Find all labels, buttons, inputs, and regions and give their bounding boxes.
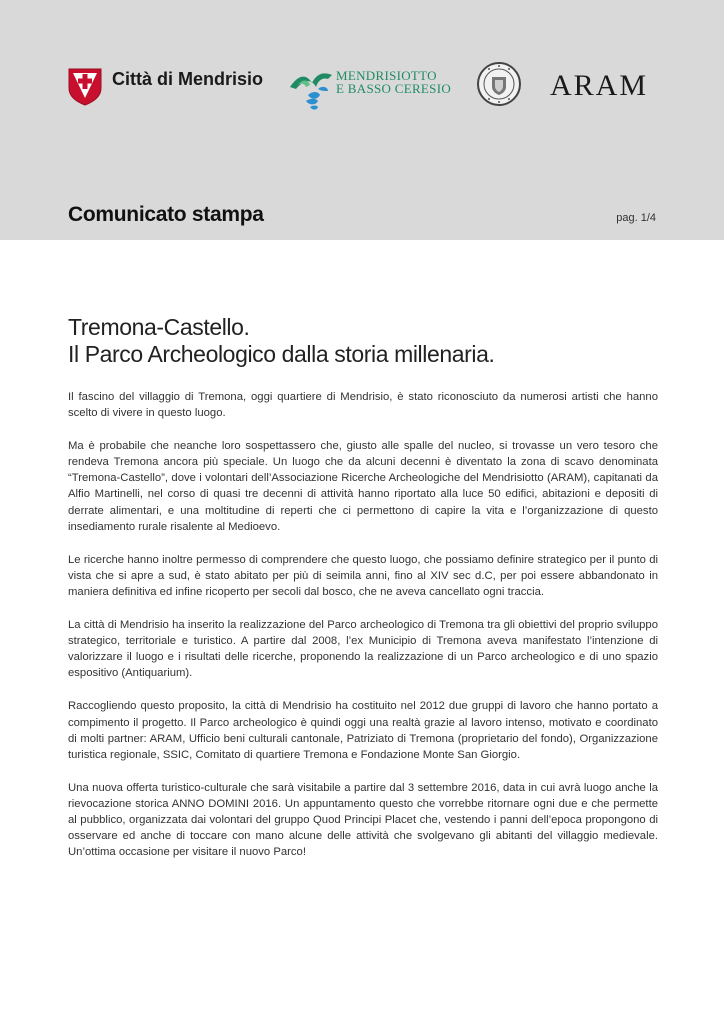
logo-bar [0, 55, 724, 115]
patriziato-seal-icon [476, 61, 522, 107]
mendrisiotto-basso-ceresio-logo [288, 65, 451, 109]
mbc-logo-line2: E BASSO CERESIO [336, 81, 452, 96]
paragraph: Raccogliendo questo proposito, la città di Mendrisio ha costituito nel 2012 due gruppi di lavoro che hanno portato a compimento il progetto. Il Parco archeologico è quindi oggi una realtà grazie al lavoro intenso, motivato e coordinato di molti partner: ARAM, Ufficio beni culturali cantonale, Patriziato di Tremona (proprietario del fondo), Organizzazione turistica regionale, SSIC, Comitato di quartiere Tremona e Fondazione Monte San Giorgio. [68, 700, 658, 761]
mbc-wave-icon [288, 65, 338, 113]
paragraph: Il fascino del villaggio di Tremona, oggi quartiere di Mendrisio, è stato riconosciuto da numerosi artisti che hanno scelto di vivere in questo luogo. [68, 391, 658, 420]
aram-logo: ARAM [550, 69, 649, 102]
paragraph: La città di Mendrisio ha inserito la realizzazione del Parco archeologico di Tremona tra gli obiettivi del proprio sviluppo strategico, territoriale e turistico. A partire dal 2008, l’ex Municipio di Tremona aveva manifestato l’intenzione di valorizzare il luogo e i risultati delle ricerche, proponendo la realizzazione di un Parco archeologico e di uno spazio espositivo (Antiquarium). [68, 619, 658, 680]
mbc-logo-text [336, 69, 451, 95]
page-number: pag. 1/4 [616, 212, 656, 224]
paragraph: Le ricerche hanno inoltre permesso di comprendere che questo luogo, che possiamo definire strategico per il punto di vista che si apre a sud, è stato abitato per più di seimila anni, fino al XIV sec d.C, per poi essere abbandonato in maniera definitiva ed infine ricoperto per secoli dal bosco, che ne aveva cancellato ogni traccia. [68, 553, 658, 598]
headline-line-1: Tremona-Castello. [68, 314, 250, 340]
mendrisio-logo-name: Città di Mendrisio [112, 68, 264, 89]
document-title: Comunicato stampa [68, 203, 264, 226]
headline [68, 314, 658, 368]
paragraph: Una nuova offerta turistico-culturale che sarà visitabile a partire dal 3 settembre 2016, data in cui avrà luogo anche la rievocazione storica ANNO DOMINI 2016. Un appuntamento questo che vorrebbe ritornare ogni due e che permette al pubblico, organizzata dai volontari del gruppo Quod Principi Placet che, vestendo i panni dell’epoca propongono di osservare ed anche di toccare con mano alcune delle attività che svolgevano gli abitanti del villaggio medievale. Un’ottima occasione per visitare il nuovo Parco! [68, 781, 658, 859]
mbc-logo-line1: MENDRISIOTTO [336, 68, 437, 83]
paragraph: Ma è probabile che neanche loro sospettassero che, giusto alle spalle del nucleo, si trovasse un vero tesoro che rendeva Tremona ancora più speciale. Un luogo che da alcuni decenni è diventato la zona di scavo denominata “Tremona-Castello”, dove i volontari dell’Associazione Ricerche Archeologiche del Mendrisiotto (ARAM), capitanati da Alfio Martinelli, nel corso di quasi tre decenni di attività hanno riportato alla luce 50 edifici, abitazioni e depositi di derrate alimentari, e una moltitudine di reperti che ci permettono di capire la vita e l’organizzazione di questo insediamento rurale risalente al Medioevo. [68, 440, 658, 533]
crest-icon [68, 68, 102, 106]
headline-line-2: Il Parco Archeologico dalla storia millenaria. [68, 341, 495, 367]
body-text [68, 389, 658, 877]
citta-di-mendrisio-logo [68, 67, 263, 107]
